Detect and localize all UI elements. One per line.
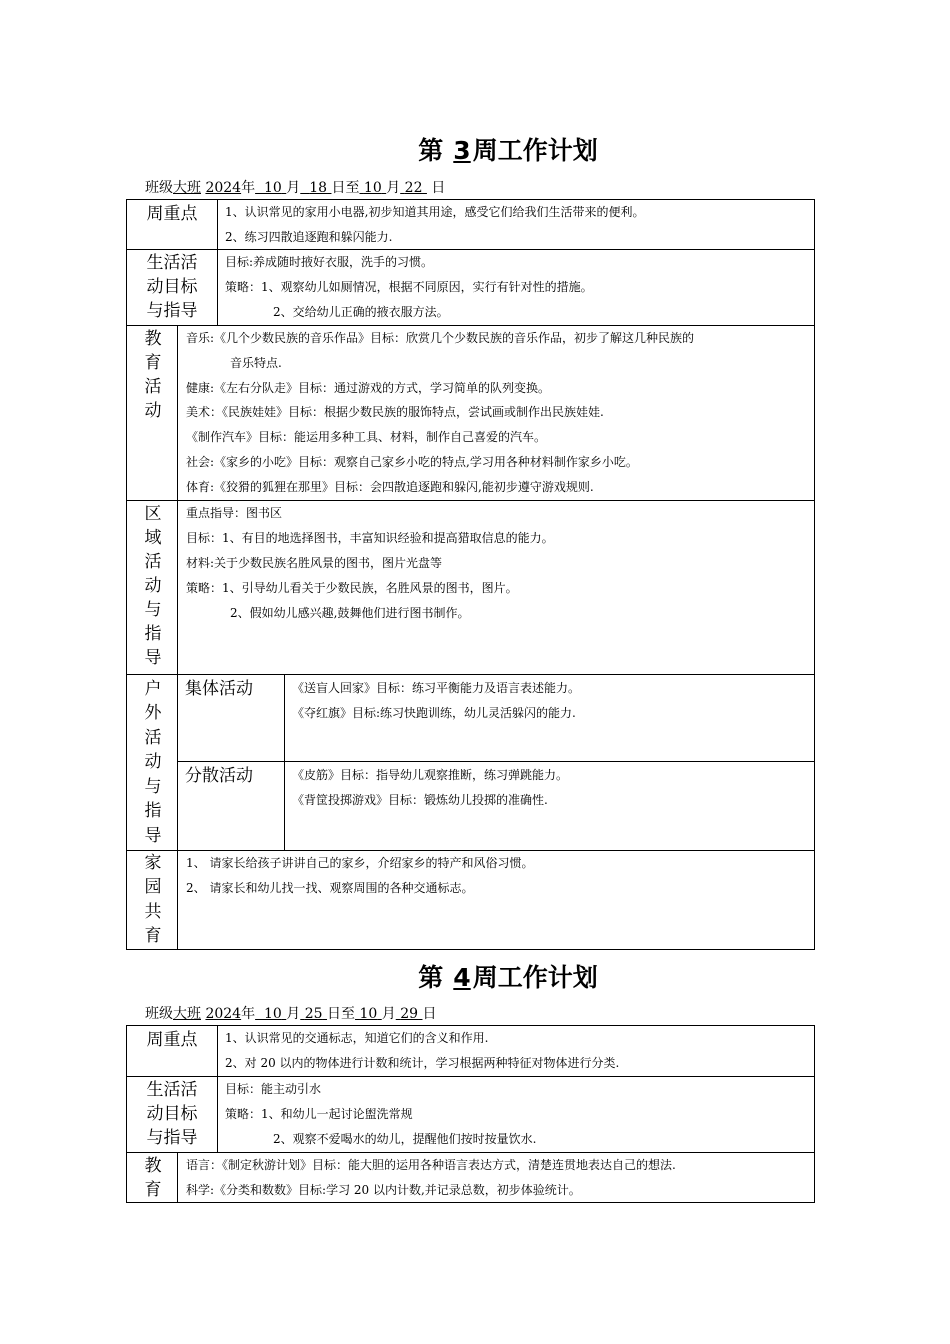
week3-area-label-5: 与 xyxy=(144,600,162,620)
end-day: 29 xyxy=(400,1006,419,1022)
week3-title-suffix: 周工作计划 xyxy=(472,136,598,165)
week3-outdoor-label-7: 导 xyxy=(144,826,162,846)
week3-group-line-2: 《夺红旗》目标:练习快跑训练，幼儿灵活躲闪的能力. xyxy=(292,706,576,720)
week3-focus-label: 周重点 xyxy=(146,204,198,224)
week3-edu-label-3: 活 xyxy=(144,377,162,397)
week3-group-label: 集体活动 xyxy=(185,679,253,699)
week3-life-label-2: 动目标 xyxy=(146,277,198,297)
start-month: 10 xyxy=(264,180,282,196)
week4-meta-line xyxy=(145,1003,436,1023)
week4-edu-label-2: 育 xyxy=(144,1180,162,1200)
day-label: 日 xyxy=(431,180,446,196)
week3-focus-line-2: 2、练习四散追逐跑和躲闪能力. xyxy=(225,230,393,244)
week3-edu-line-5: 《制作汽车》目标：能运用多种工具、材料，制作自己喜爱的汽车。 xyxy=(186,430,547,444)
start-month: 10 xyxy=(264,1006,282,1022)
week4-edu-label-1: 教 xyxy=(144,1156,162,1176)
year-label: 年 xyxy=(241,1006,256,1022)
week3-home-line-2: 2、 请家长和幼儿找一找、观察周围的各种交通标志。 xyxy=(186,881,474,895)
week3-area-line-5: 2、假如幼儿感兴趣,鼓舞他们进行图书制作。 xyxy=(230,606,470,620)
week3-area-label-7: 导 xyxy=(144,648,162,668)
week3-title xyxy=(0,131,950,167)
week3-edu-line-2: 音乐特点. xyxy=(230,356,282,370)
week3-area-label-4: 动 xyxy=(144,576,162,596)
month-label: 月 xyxy=(381,1006,396,1022)
week3-home-label-2: 园 xyxy=(144,877,162,897)
week4-focus-label: 周重点 xyxy=(146,1030,198,1050)
week4-life-label-1: 生活活 xyxy=(146,1080,198,1100)
end-month: 10 xyxy=(363,180,382,196)
week3-edu-label-1: 教 xyxy=(144,329,162,349)
week3-area-label-1: 区 xyxy=(144,504,162,524)
year: 2024 xyxy=(205,1006,242,1022)
from-to-label: 日至 xyxy=(331,180,360,196)
week3-scatter-line-1: 《皮筋》目标：指导幼儿观察推断，练习弹跳能力。 xyxy=(292,768,569,782)
week3-area-line-3: 材料:关于少数民族名胜风景的图书，图片光盘等 xyxy=(186,556,443,570)
end-day: 22 xyxy=(404,180,423,196)
week3-edu-label-2: 育 xyxy=(144,353,162,373)
week3-edu-line-7: 体育:《狡猾的狐狸在那里》目标：会四散追逐跑和躲闪,能初步遵守游戏规则. xyxy=(186,480,594,494)
week3-life-label-3: 与指导 xyxy=(146,301,198,321)
week3-edu-line-4: 美术：《民族娃娃》目标：根据少数民族的服饰特点，尝试画或制作出民族娃娃. xyxy=(186,405,604,419)
year: 2024 xyxy=(205,180,242,196)
class-name: 大班 xyxy=(173,1006,201,1022)
week3-edu-line-6: 社会:《家乡的小吃》目标：观察自己家乡小吃的特点,学习用各种材料制作家乡小吃。 xyxy=(186,455,638,469)
week3-life-line-3: 2、交给幼儿正确的掖衣服方法。 xyxy=(273,305,449,319)
month-label: 月 xyxy=(286,180,301,196)
week4-focus-line-1: 1、认识常见的交通标志，知道它们的含义和作用. xyxy=(225,1031,489,1045)
week3-edu-line-1: 音乐:《几个少数民族的音乐作品》目标：欣赏几个少数民族的音乐作品，初步了解这几种民族的 xyxy=(186,331,695,345)
week3-title-prefix: 第 xyxy=(418,136,444,165)
start-day: 25 xyxy=(304,1006,323,1022)
week3-outdoor-label-6: 指 xyxy=(144,801,162,821)
week3-area-label-2: 域 xyxy=(144,528,162,548)
week4-title-number: 4 xyxy=(453,963,471,992)
week3-outdoor-label-3: 活 xyxy=(144,728,162,748)
from-to-label: 日至 xyxy=(327,1006,356,1022)
week4-title xyxy=(0,958,950,994)
week3-home-label-4: 育 xyxy=(144,926,162,946)
week4-edu-line-1: 语言：《制定秋游计划》目标：能大胆的运用各种语言表达方式，清楚连贯地表达自己的想法. xyxy=(186,1158,676,1172)
week3-title-number: 3 xyxy=(453,136,471,165)
class-name: 大班 xyxy=(173,180,201,196)
week3-area-line-4: 策略：1、引导幼儿看关于少数民族，名胜风景的图书，图片。 xyxy=(186,581,518,595)
week3-area-line-2: 目标：1、有目的地选择图书，丰富知识经验和提高猎取信息的能力。 xyxy=(186,531,554,545)
week3-outdoor-label-2: 外 xyxy=(144,703,162,723)
week3-group-line-1: 《送盲人回家》目标：练习平衡能力及语言表述能力。 xyxy=(292,681,581,695)
week3-home-label-1: 家 xyxy=(144,853,162,873)
month-label: 月 xyxy=(286,1006,301,1022)
week3-outdoor-label-4: 动 xyxy=(144,752,162,772)
week3-home-line-1: 1、 请家长给孩子讲讲自己的家乡，介绍家乡的特产和风俗习惯。 xyxy=(186,856,534,870)
week3-home-label-3: 共 xyxy=(144,902,162,922)
week3-life-line-2: 策略：1、观察幼儿如厕情况，根据不同原因，实行有针对性的措施。 xyxy=(225,280,593,294)
year-label: 年 xyxy=(241,180,256,196)
week4-edu-line-2: 科学:《分类和数数》目标:学习 20 以内计数,并记录总数，初步体验统计。 xyxy=(186,1183,581,1197)
week3-life-label-1: 生活活 xyxy=(146,253,198,273)
week4-plan-table xyxy=(126,1025,815,1203)
week3-life-line-1: 目标:养成随时掖好衣服，洗手的习惯。 xyxy=(225,255,434,269)
month-label: 月 xyxy=(386,180,401,196)
week4-focus-line-2: 2、对 20 以内的物体进行计数和统计，学习根据两种特征对物体进行分类. xyxy=(225,1056,620,1070)
week4-title-prefix: 第 xyxy=(418,963,444,992)
week3-area-label-3: 活 xyxy=(144,552,162,572)
week4-life-line-1: 目标：能主动引水 xyxy=(225,1082,322,1096)
week3-scatter-line-2: 《背筐投掷游戏》目标：锻炼幼儿投掷的准确性. xyxy=(292,793,548,807)
week3-area-line-1: 重点指导：图书区 xyxy=(186,506,283,520)
class-label: 班级 xyxy=(145,180,173,196)
week3-edu-label-4: 动 xyxy=(144,401,162,421)
week3-area-label-6: 指 xyxy=(144,624,162,644)
week3-outdoor-label-5: 与 xyxy=(144,777,162,797)
end-month: 10 xyxy=(359,1006,378,1022)
start-day: 18 xyxy=(309,180,328,196)
week4-life-line-2: 策略：1、和幼儿一起讨论盥洗常规 xyxy=(225,1107,413,1121)
class-label: 班级 xyxy=(145,1006,173,1022)
week3-scatter-label: 分散活动 xyxy=(185,766,253,786)
week4-life-label-2: 动目标 xyxy=(146,1104,198,1124)
week4-life-line-3: 2、观察不爱喝水的幼儿，提醒他们按时按量饮水. xyxy=(273,1132,537,1146)
week3-meta-line xyxy=(145,177,445,197)
week4-life-label-3: 与指导 xyxy=(146,1128,198,1148)
week3-focus-line-1: 1、认识常见的家用小电器,初步知道其用途，感受它们给我们生活带来的便利。 xyxy=(225,205,645,219)
week3-plan-table xyxy=(126,199,815,950)
week4-title-suffix: 周工作计划 xyxy=(472,963,598,992)
week3-outdoor-label-1: 户 xyxy=(144,679,162,699)
day-label: 日 xyxy=(422,1006,437,1022)
week3-edu-line-3: 健康:《左右分队走》目标：通过游戏的方式，学习简单的队列变换。 xyxy=(186,381,551,395)
